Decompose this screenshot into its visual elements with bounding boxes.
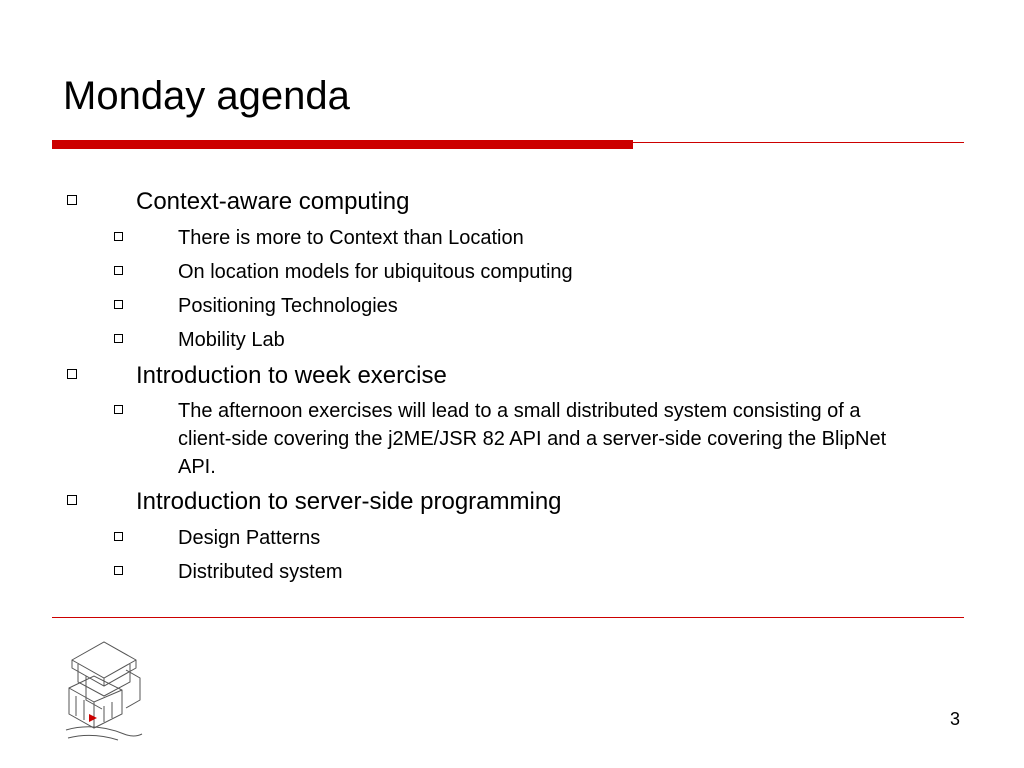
hollow-square-bullet-icon: [114, 566, 123, 575]
title-divider-accent: [52, 140, 633, 149]
agenda-item-label: Introduction to server-side programming: [136, 488, 562, 515]
agenda-subitem-label: The afternoon exercises will lead to a small distributed system consisting of a client-side covering the j2ME/JSR 82 API and a server-side covering the BlipNet API.: [178, 400, 887, 478]
agenda-item-week-exercise: [136, 364, 447, 388]
hollow-square-bullet-icon: [114, 232, 123, 241]
agenda-subitem: [178, 528, 320, 548]
hollow-square-bullet-icon: [114, 266, 123, 275]
slide-title: Monday agenda: [63, 74, 350, 118]
hollow-square-bullet-icon: [67, 369, 77, 379]
agenda-subitem-label: There is more to Context than Location: [178, 227, 524, 249]
agenda-subitem-label: Distributed system: [178, 561, 343, 583]
agenda-subitem: [178, 562, 343, 582]
agenda-subitem-label: Mobility Lab: [178, 329, 285, 351]
agenda-item-server-side: [136, 490, 562, 514]
agenda-subitem: [178, 296, 398, 316]
agenda-item-label: Context-aware computing: [136, 188, 410, 215]
agenda-item-context-aware: [136, 190, 409, 214]
hollow-square-bullet-icon: [114, 532, 123, 541]
building-sketch-logo-icon: [64, 630, 144, 745]
agenda-subitem: [178, 397, 918, 481]
agenda-subitem: [178, 330, 285, 350]
hollow-square-bullet-icon: [67, 495, 77, 505]
agenda-subitem-label: Positioning Technologies: [178, 295, 398, 317]
hollow-square-bullet-icon: [114, 300, 123, 309]
agenda-item-label: Introduction to week exercise: [136, 362, 447, 389]
agenda-subitem-label: Design Patterns: [178, 527, 321, 549]
page-number: 3: [950, 709, 961, 729]
hollow-square-bullet-icon: [67, 195, 77, 205]
agenda-subitem: [178, 262, 573, 282]
footer-divider: [52, 617, 964, 618]
agenda-subitem-label: On location models for ubiquitous computing: [178, 261, 573, 283]
agenda-subitem: [178, 228, 524, 248]
hollow-square-bullet-icon: [114, 405, 123, 414]
hollow-square-bullet-icon: [114, 334, 123, 343]
